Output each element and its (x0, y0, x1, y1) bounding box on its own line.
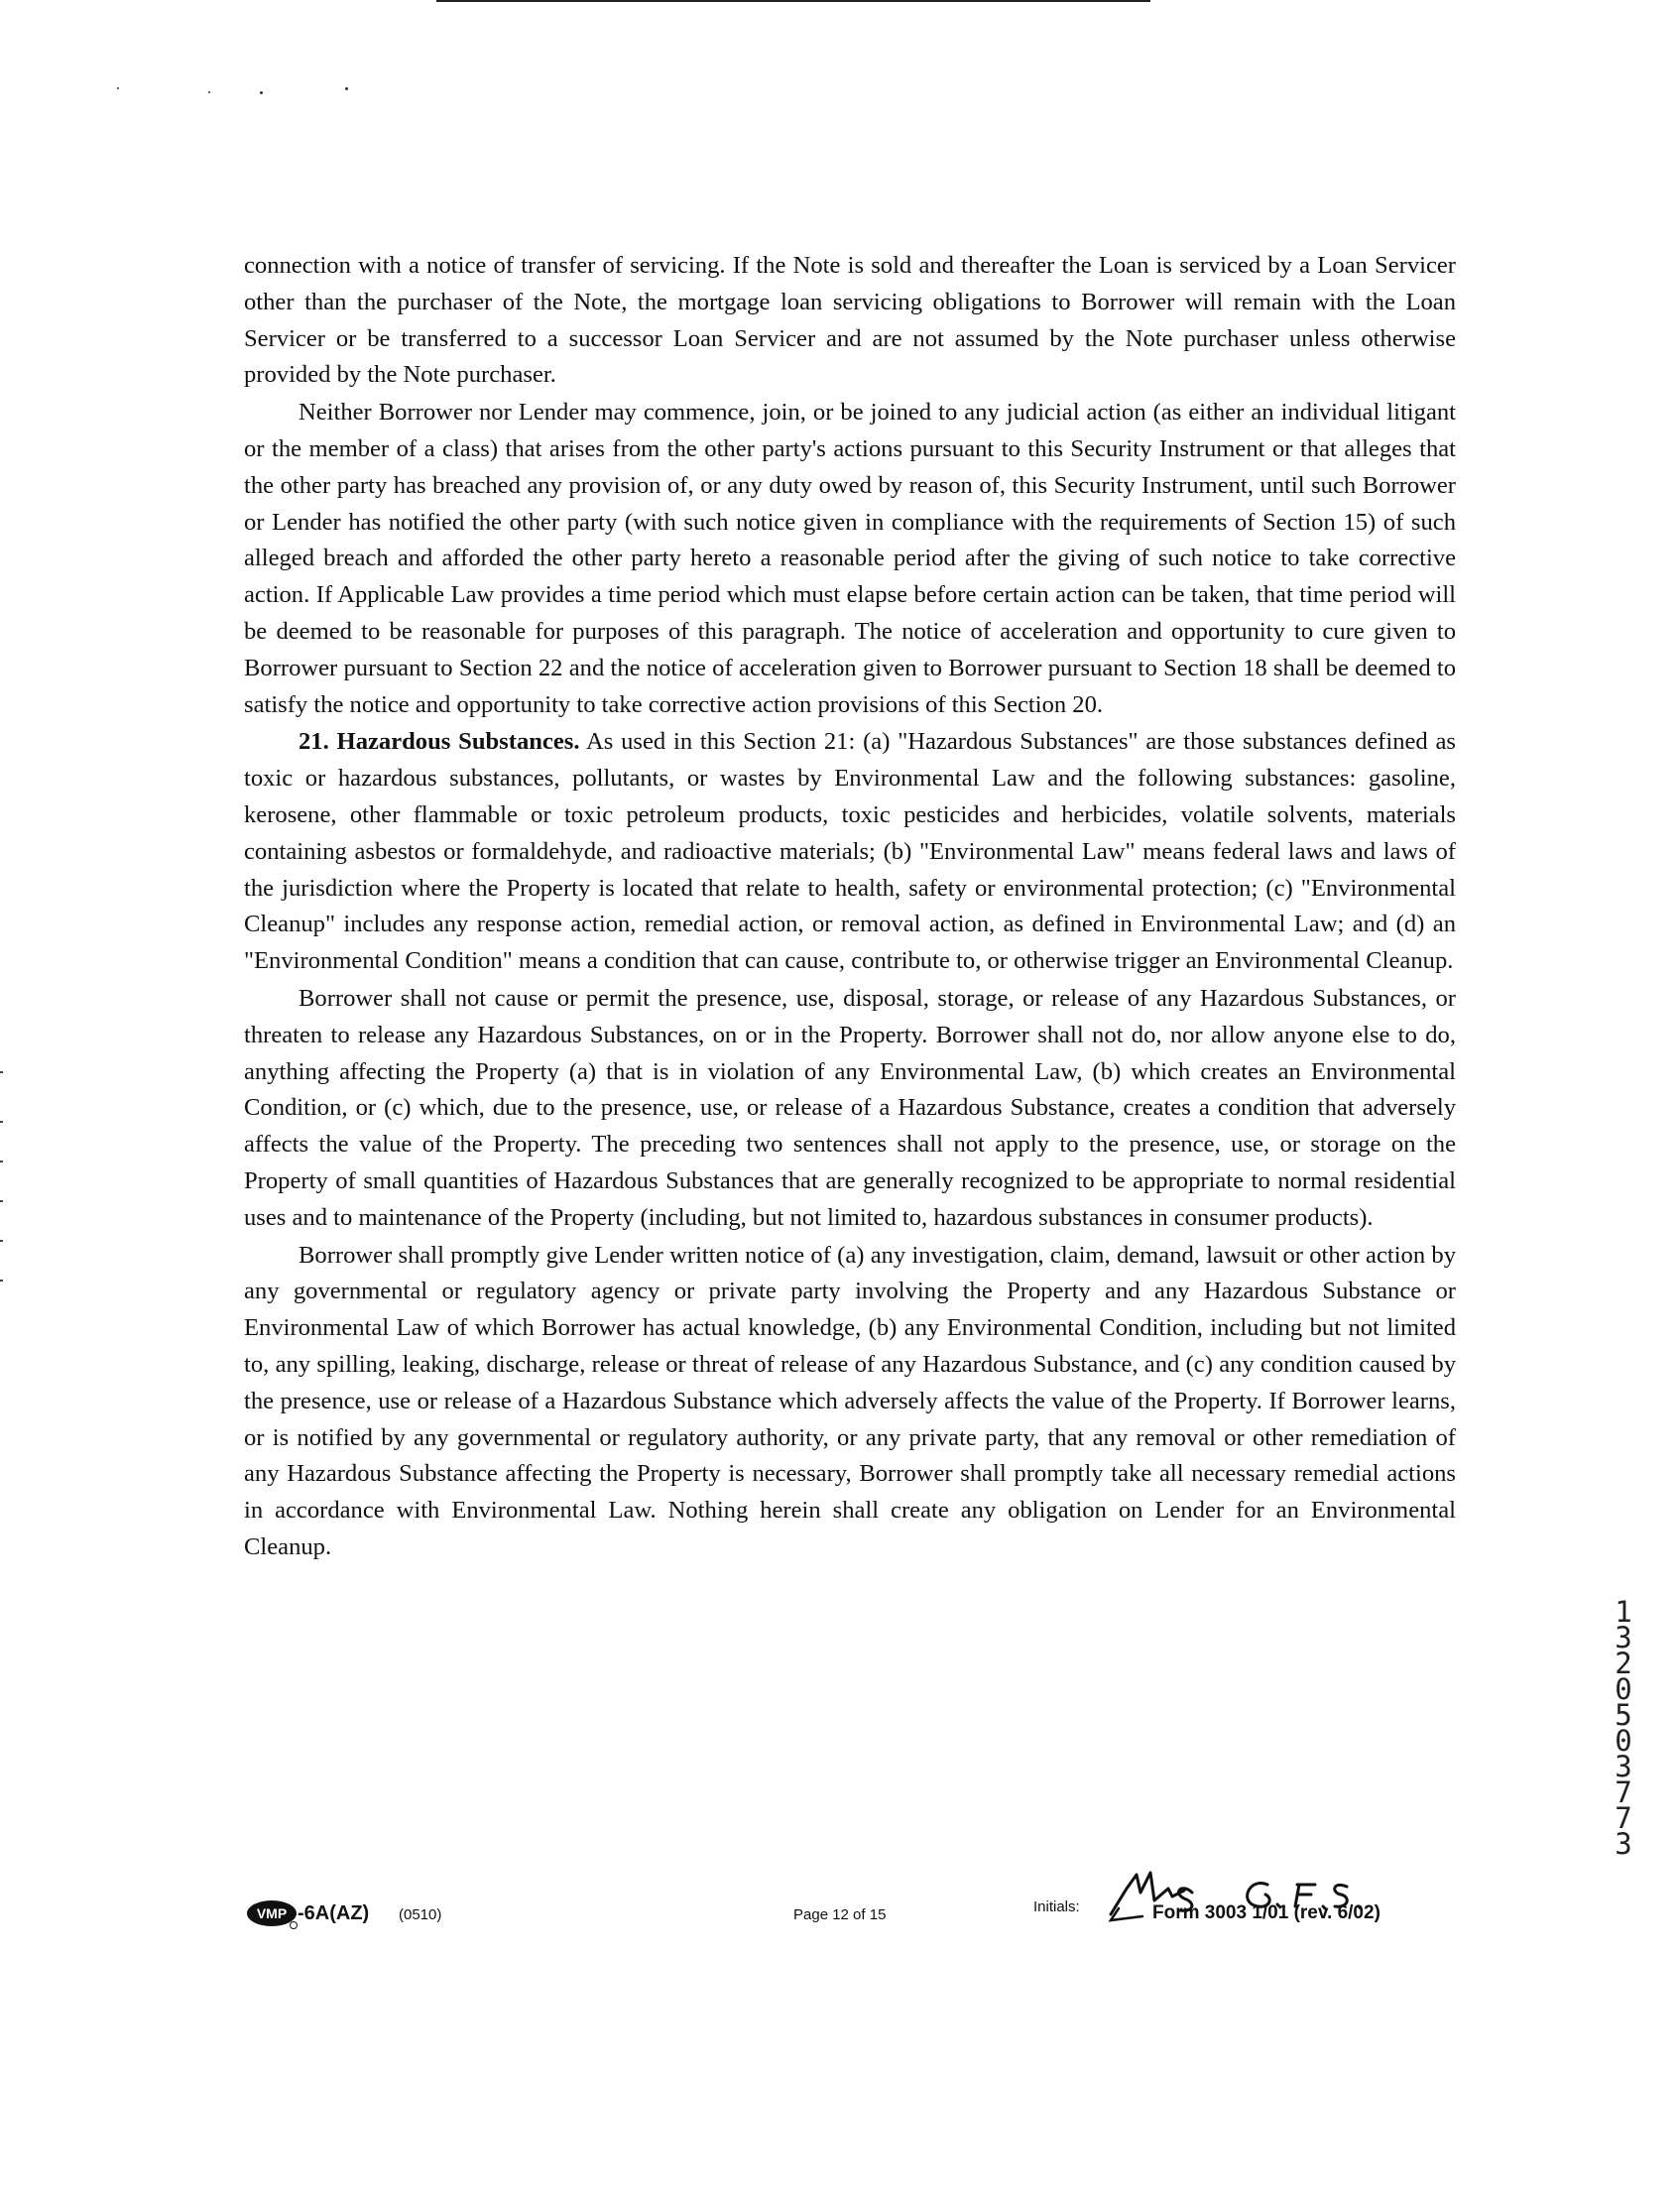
form-revision: (0510) (399, 1906, 442, 1923)
scan-top-edge-line (436, 0, 1150, 2)
side-document-stamp: 13205 03773 (1615, 1595, 1632, 1861)
paragraph-judicial-action: Neither Borrower nor Lender may commence, join, or be joined to any judicial action (as either an individual litigant or the member of a class) that arises from the other party's actions pursuant to this Security Instrument or that alleges that the other party has breached any provision of, or any duty owed by reason of, this Security Instrument, until such Borrower or Lender has notified the other party (with such notice given in compliance with the requirements of Section 15) of such alleged breach and afforded the other party hereto a reasonable period after the giving of such notice to take corrective action. If Applicable Law provides a time period which must elapse before certain action can be taken, that time period will be deemed to be reasonable for purposes of this paragraph. The notice of acceleration and opportunity to cure given to Borrower pursuant to Section 22 and the notice of acceleration given to Borrower pursuant to Section 18 shall be deemed to satisfy the notice and opportunity to take corrective action provisions of this Section 20. (244, 399, 1456, 718)
scan-edge-mark (0, 1200, 3, 1202)
scan-edge-mark (0, 1161, 3, 1162)
page-footer (0, 1885, 1680, 2004)
document-body (244, 248, 1456, 1567)
form-number: Form 3003 1/01 (rev. 6/02) (1152, 1902, 1380, 1923)
form-code: -6A(AZ) (298, 1902, 370, 1924)
section-heading: 21. Hazardous Substances. (299, 728, 580, 756)
scan-edge-mark (0, 1280, 3, 1282)
vmp-logo-text: VMP (256, 1905, 288, 1921)
scan-speck (117, 87, 119, 89)
page-number: Page 12 of 15 (793, 1906, 887, 1923)
scan-speck (345, 87, 348, 90)
vmp-logo (246, 1899, 300, 1929)
paragraph-hazardous-prohibitions: Borrower shall not cause or permit the presence, use, disposal, storage, or release of any Hazardous Substances, or threaten to release any Hazardous Substances, on or in the Property. Borrower shall not do, nor allow anyone else to do, anything affecting the Property (a) that is in violation of any Environmental Law, (b) which creates an Environmental Condition, or (c) which, due to the presence, use, or release of a Hazardous Substance, creates a condition that adversely affects the value of the Property. The preceding two sentences shall not apply to the presence, use, or storage on the Property of small quantities of Hazardous Substances that are generally recognized to be appropriate to normal residential uses and to maintenance of the Property (including, but not limited to, hazardous substances in consumer products). (244, 984, 1456, 1231)
paragraph-loan-servicer: connection with a notice of transfer of servicing. If the Note is sold and thereafter the Loan is serviced by a Loan Servicer other than the purchaser of the Note, the mortgage loan servicing obligations to Borrower will remain with the Loan Servicer or be transferred to a successor Loan Servicer and are not assumed by the Note purchaser unless otherwise provided by the Note purchaser. (244, 252, 1456, 389)
scan-edge-mark (0, 1071, 3, 1073)
paragraph-hazardous-substances-definitions: 21. Hazardous Substances. As used in this Section 21: (a) "Hazardous Substances" are those substances defined as toxic or hazardous substances, pollutants, or wastes by Environmental Law and the following substances: gasoline, kerosene, other flammable or toxic petroleum products, toxic pesticides and herbicides, volatile solvents, materials containing asbestos or formaldehyde, and radioactive materials; (b) "Environmental Law" means federal laws and laws of the jurisdiction where the Property is located that relate to health, safety or environmental protection; (c) "Environmental Cleanup" includes any response action, remedial action, or removal action, as defined in Environmental Law; and (d) an "Environmental Condition" means a condition that can cause, contribute to, or otherwise trigger an Environmental Cleanup. (244, 728, 1457, 975)
paragraph-notice-obligations: Borrower shall promptly give Lender written notice of (a) any investigation, claim, demand, lawsuit or other action by any governmental or regulatory agency or private party involving the Property and any Hazardous Substance or Environmental Law of which Borrower has actual knowledge, (b) any Environmental Condition, including but not limited to, any spilling, leaking, discharge, release or threat of release of any Hazardous Substance, and (c) any condition caused by the presence, use or release of a Hazardous Substance which adversely affects the value of the Property. If Borrower learns, or is notified by any governmental or regulatory authority, or any private party, that any removal or other remediation of any Hazardous Substance affecting the Property is necessary, Borrower shall promptly take all necessary remedial actions in accordance with Environmental Law. Nothing herein shall create any obligation on Lender for an Environmental Cleanup. (244, 1241, 1456, 1560)
scan-speck (260, 91, 263, 94)
initials-label: Initials: (1033, 1898, 1080, 1915)
scan-edge-mark (0, 1121, 3, 1123)
scan-edge-mark (0, 1240, 3, 1242)
scan-speck (208, 91, 210, 93)
